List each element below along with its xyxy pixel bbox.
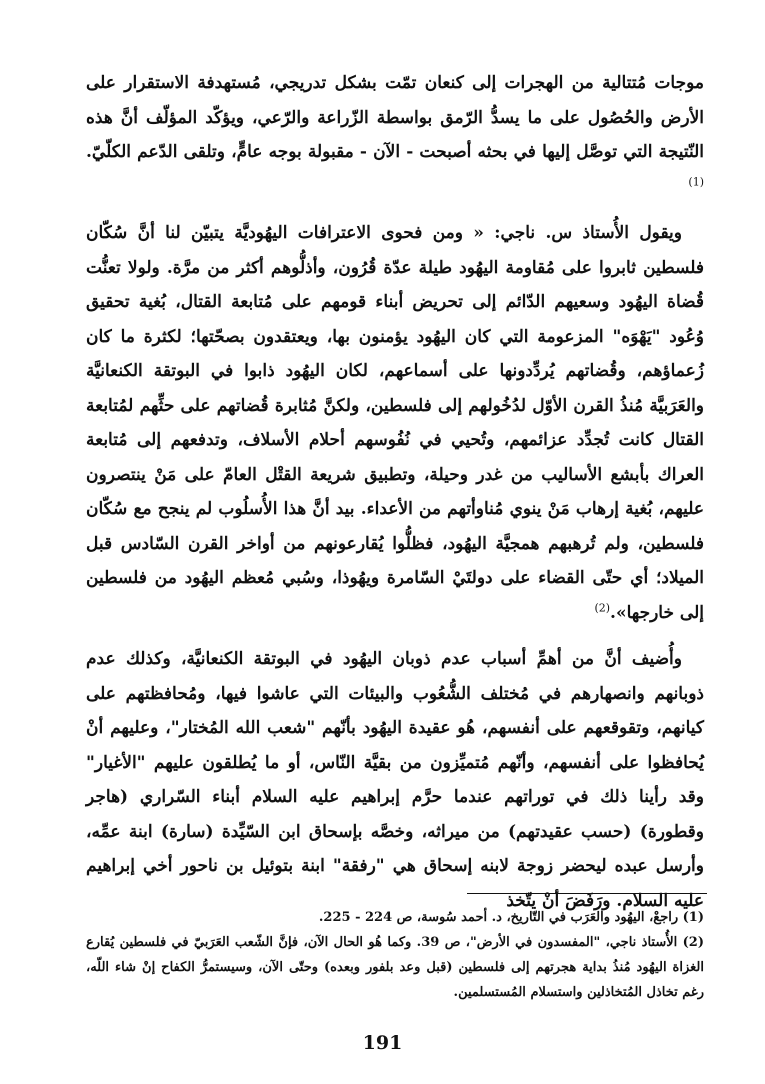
footnote-1: (1) راجعْ، اليهُود والعَرَب في التّاريخ، د. أحمد سُوسة، ص 224 - 225.: [318, 910, 704, 925]
footnote-divider: [467, 893, 707, 894]
paragraph-3-text: وأُضيف أنَّ من أهمِّ أسباب عدم ذوبان اليهُود في البوتقة الكنعانيَّة، وكذلك عدم ذوبانهم وانصهارهم في مُختلف الشُّعُوب والبيئات التي عاشوا فيها، ومُحافظتهم على كيانهم، وتقوقعهم على أنفسهم، هُو عقيدة اليهُود بأنّهم "شعب الله المُختار"، وعليهم أنْ يُحافظوا على أنفسهم، وأنّهم مُتميِّزون من بقيَّة النّاس، أو ما يُطلقون عليهم "الأغيار" وقد رأينا ذلك في توراتهم عندما حرَّم إبراهيم عليه السلام أبناء السّراري (هاجر وقطورة) (حسب عقيدتهم) من ميراثه، وخصَّه بإسحاق ابن السّيِّدة (سارة) ابنة عمِّه، وأرسل عبده ليحضر زوجة لابنه إسحاق هي "رفقة" ابنة بتوئيل بن ناحور أخي إبراهيم عليه السلام. ورَفَضَ أنْ يتّخذ: [86, 649, 704, 911]
footnote-2: (2) الأُستاذ ناجي، "المفسدون في الأرض"، ص 39. وكما هُو الحال الآن، فإنَّ الشّعب العَرَبيّ في فلسطين يُقارع الغزاة اليهُود مُنذُ بداية هجرتهم إلى فلسطين (قبل وعد بلفور وبعده) وحتّى الآن، وسيستمرُّ الكفاح إنْ شاء اللّه، رغم تخاذل المُتخاذلين واستسلام المُستسلمين.: [86, 935, 704, 1000]
paragraph-1: [86, 66, 704, 204]
footnotes: [86, 905, 704, 1005]
footnote-ref-2: (2): [594, 600, 611, 614]
paragraph-2: [86, 216, 704, 630]
page-number: 191: [362, 1032, 403, 1054]
paragraph-2-text: ويقول الأُستاذ س. ناجي: « ومن فحوى الاعترافات اليهُوديَّة يتبيّن لنا أنَّ سُكّان فلسطين ثابروا على مُقاومة اليهُود طيلة عدّة قُرُون، وأذلُّوهم أكثر من مرَّة. ولولا تعنُّت قُضاة اليهُود وسعيهم الدّائم إلى تحريض أبناء قومهم على مُتابعة القتال، بُغية تحقيق وُعُود "يَهْوَه" المزعومة التي كان اليهُود يؤمنون بها، ويعتقدون بصحّتها؛ لكثرة ما كان زُعماؤهم، وقُضاتهم يُردِّدونها على أسماعهم، لكان اليهُود ذابوا في البوتقة الكنعانيَّة والعَرَبيَّة مُنذُ القرن الأوّل لدُخُولهم إلى فلسطين، ولكنَّ مُثابرة قُضاتهم على حثِّهم لمُتابعة القتال كانت تُجدِّد عزائمهم، وتُحيي في نُفُوسهم أحلام الأسلاف، وتدفعهم إلى مُتابعة العراك بأبشع الأساليب من غدر وحيلة، وتطبيق شريعة القتْل العامّ على مَنْ ينتصرون عليهم، بُغية إرهاب مَنْ ينوي مُناوأتهم من الأعداء. بيد أنَّ هذا الأُسلُوب لم ينجح مع سُكّان فلسطين، ولم تُرهبهم همجيَّة اليهُود، فظلُّوا يُقارعونهم من أواخر القرن السّادس قبل الميلاد؛ أي حتّى القضاء على دولتَيْ السّامرة ويهُوذا، وسُبي مُعظم اليهُود من فلسطين إلى خارجها».: [86, 223, 704, 623]
paragraph-1-text: موجات مُتتالية من الهجرات إلى كنعان تمّت بشكل تدريجي، مُستهدفة الاستقرار على الأرض والحُصُول على ما يسدُّ الرّمق بواسطة الزّراعة والرّعي، ويؤكّد المؤلّف أنَّ هذه النّتيجة التي توصَّل إليها في بحثه أصبحت - الآن - مقبولة بوجه عامٍّ، وتلقى الدّعم الكلّيّ.: [86, 73, 704, 162]
main-text: [86, 66, 704, 918]
footnote-ref-1: (1): [688, 174, 704, 188]
paragraph-3: [86, 642, 704, 918]
